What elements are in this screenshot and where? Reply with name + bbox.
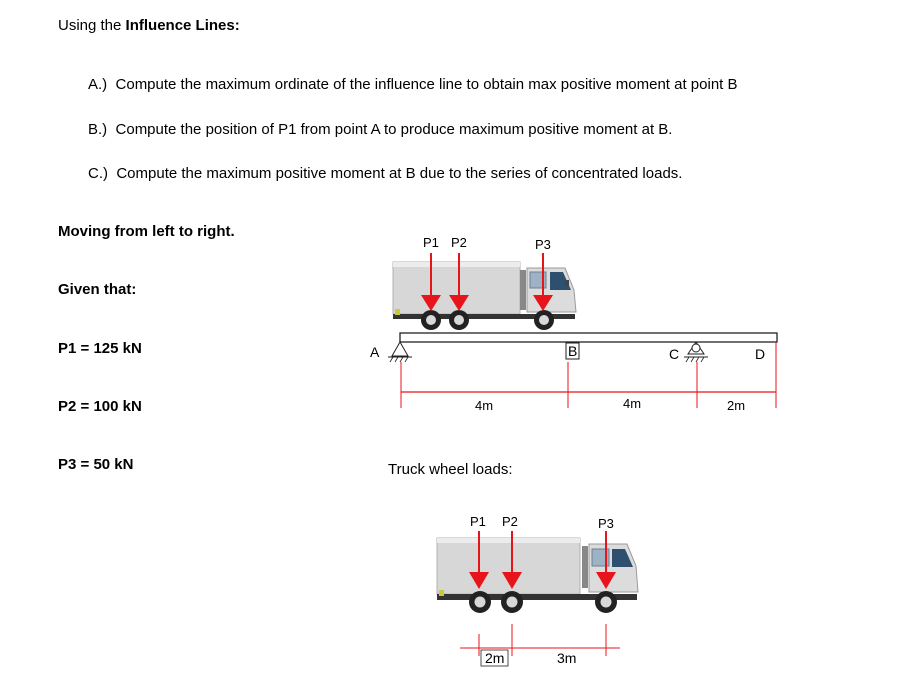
span-bc-label: 4m: [623, 396, 642, 411]
question-letter: C.): [88, 165, 108, 182]
beam-label-p1: P1: [423, 235, 439, 250]
load-p3: P3 = 50 kN: [58, 456, 134, 473]
truck-label-p3: P3: [598, 516, 614, 531]
spacing-3m-label: 3m: [557, 650, 577, 666]
truck-detail: [437, 531, 638, 666]
wheel-p2: [449, 310, 469, 330]
direction-label: Moving from left to right.: [58, 223, 235, 240]
point-c-label: C: [669, 346, 680, 362]
truck-caption: Truck wheel loads:: [388, 461, 513, 478]
heading-prefix: Using the: [58, 17, 126, 34]
load-p2: P2 = 100 kN: [58, 398, 142, 415]
truck-on-beam: [393, 253, 576, 330]
wheel-p1: [469, 591, 491, 613]
heading-bold: Influence Lines:: [125, 17, 240, 34]
point-b-label: B: [568, 343, 578, 359]
span-cd-label: 2m: [727, 398, 746, 413]
point-a-label: A: [370, 344, 380, 360]
truck-label-p2: P2: [502, 514, 518, 529]
load-p1: P1 = 125 kN: [58, 340, 142, 357]
wheel-p2: [501, 591, 523, 613]
truck-box: [437, 538, 580, 594]
question-letter: A.): [88, 76, 108, 93]
question-letter: B.): [88, 121, 108, 138]
question-text: Compute the maximum ordinate of the influence line to obtain max positive moment at point B: [115, 76, 738, 93]
span-ab-label: 4m: [475, 398, 494, 413]
wheel-p3: [534, 310, 554, 330]
wheel-p1: [421, 310, 441, 330]
beam-label-p3: P3: [535, 237, 551, 252]
beam-label-p2: P2: [451, 235, 467, 250]
point-d-label: D: [755, 346, 766, 362]
beam: [400, 333, 777, 342]
beam-dimensions: [401, 342, 776, 408]
question-text: Compute the position of P1 from point A to produce maximum positive moment at B.: [115, 121, 673, 138]
spacing-2m-label: 2m: [485, 650, 505, 666]
support-a: [388, 342, 412, 362]
question-text: Compute the maximum positive moment at B due to the series of concentrated loads.: [116, 165, 683, 182]
truck-label-p1: P1: [470, 514, 486, 529]
given-title: Given that:: [58, 281, 137, 298]
wheel-p3: [595, 591, 617, 613]
support-c: [684, 342, 708, 362]
